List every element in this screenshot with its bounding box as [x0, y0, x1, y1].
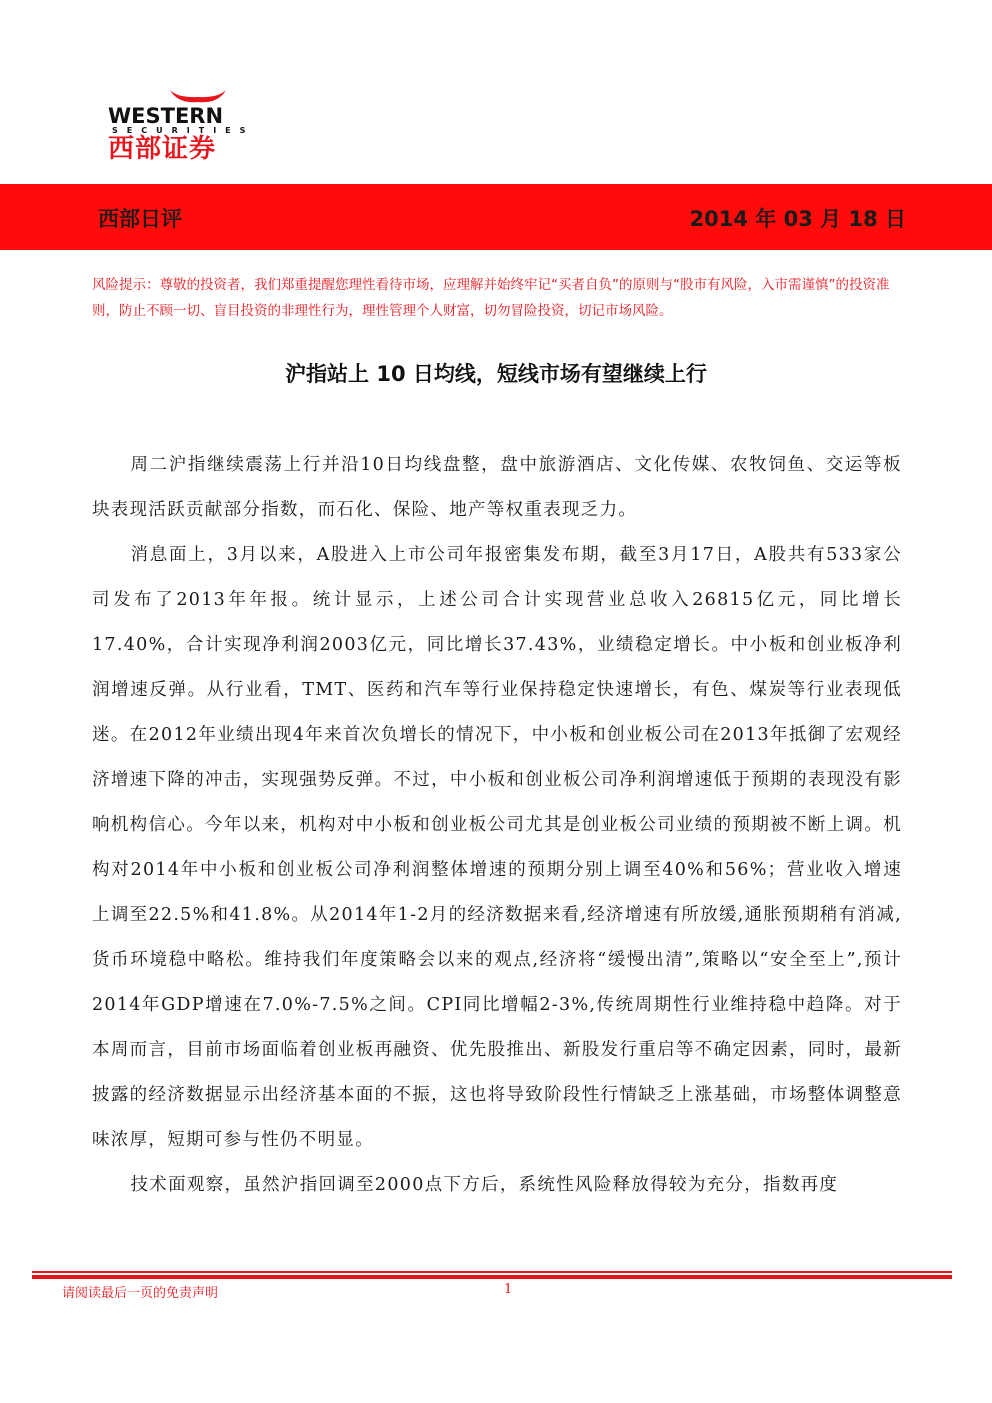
article-body: [92, 443, 902, 1208]
paragraph: 技术面观察，虽然沪指回调至2000点下方后，系统性风险释放得较为充分，指数再度: [130, 1175, 839, 1195]
report-date: 2014 年 03 月 18 日: [689, 207, 906, 231]
footer-divider-thick: [32, 1275, 952, 1279]
article-headline: 沪指站上 10 日均线，短线市场有望继续上行: [285, 362, 707, 386]
western-securities-logo: [108, 88, 280, 164]
header-banner: [0, 184, 992, 250]
report-type: 西部日评: [98, 207, 182, 231]
paragraph: 周二沪指继续震荡上行并沿10日均线盘整，盘中旅游酒店、文化传媒、农牧饲鱼、交运等板块表现活跃贡献部分指数，而石化、保险、地产等权重表现乏力。: [92, 455, 902, 520]
risk-notice: 风险提示：尊敬的投资者，我们郑重提醒您理性看待市场，应理解并始终牢记“买者自负”的原则与“股市有风险，入市需谨慎”的投资准则，防止不顾一切、盲目投资的非理性行为，理性管理个人财富，切勿冒险投资，切记市场风险。: [92, 277, 890, 319]
paragraph: 消息面上，3月以来，A股进入上市公司年报密集发布期，截至3月17日，A股共有533家公司发布了2013年年报。统计显示，上述公司合计实现营业总收入26815亿元，同比增长17.40%，合计实现净利润2003亿元，同比增长37.43%，业绩稳定增长。中小板和创业板净利润增速反弹。从行业看，TMT、医药和汽车等行业保持稳定快速增长，有色、煤炭等行业表现低迷。在2012年业绩出现4年来首次负增长的情况下，中小板和创业板公司在2013年抵御了宏观经济增速下降的冲击，实现强势反弹。不过，中小板和创业板公司净利润增速低于预期的表现没有影响机构信心。今年以来，机构对中小板和创业板公司尤其是创业板公司业绩的预期被不断上调。机构对2014年中小板和创业板公司净利润整体增速的预期分别上调至40%和56%；营业收入增速上调至22.5%和41.8%。从2014年1-2月的经济数据来看,经济增速有所放缓,通胀预期稍有消减,货币环境稳中略松。维持我们年度策略会以来的观点,经济将“缓慢出清”,策略以“安全至上”,预计2014年GDP增速在7.0%-7.5%之间。CPI同比增幅2-3%,传统周期性行业维持稳中趋降。对于本周而言，目前市场面临着创业板再融资、优先股推出、新股发行重启等不确定因素，同时，最新披露的经济数据显示出经济基本面的不振，这也将导致阶段性行情缺乏上涨基础，市场整体调整意味浓厚，短期可参与性仍不明显。: [92, 545, 902, 1150]
footer-divider: [32, 1271, 952, 1273]
page-number: 1: [504, 1282, 513, 1297]
footer-disclaimer: 请阅读最后一页的免责声明: [62, 1286, 219, 1301]
logo-securities: SECURITIES: [112, 126, 255, 135]
logo-chinese: 西部证券: [108, 134, 217, 164]
logo-english: WESTERN: [108, 104, 224, 128]
